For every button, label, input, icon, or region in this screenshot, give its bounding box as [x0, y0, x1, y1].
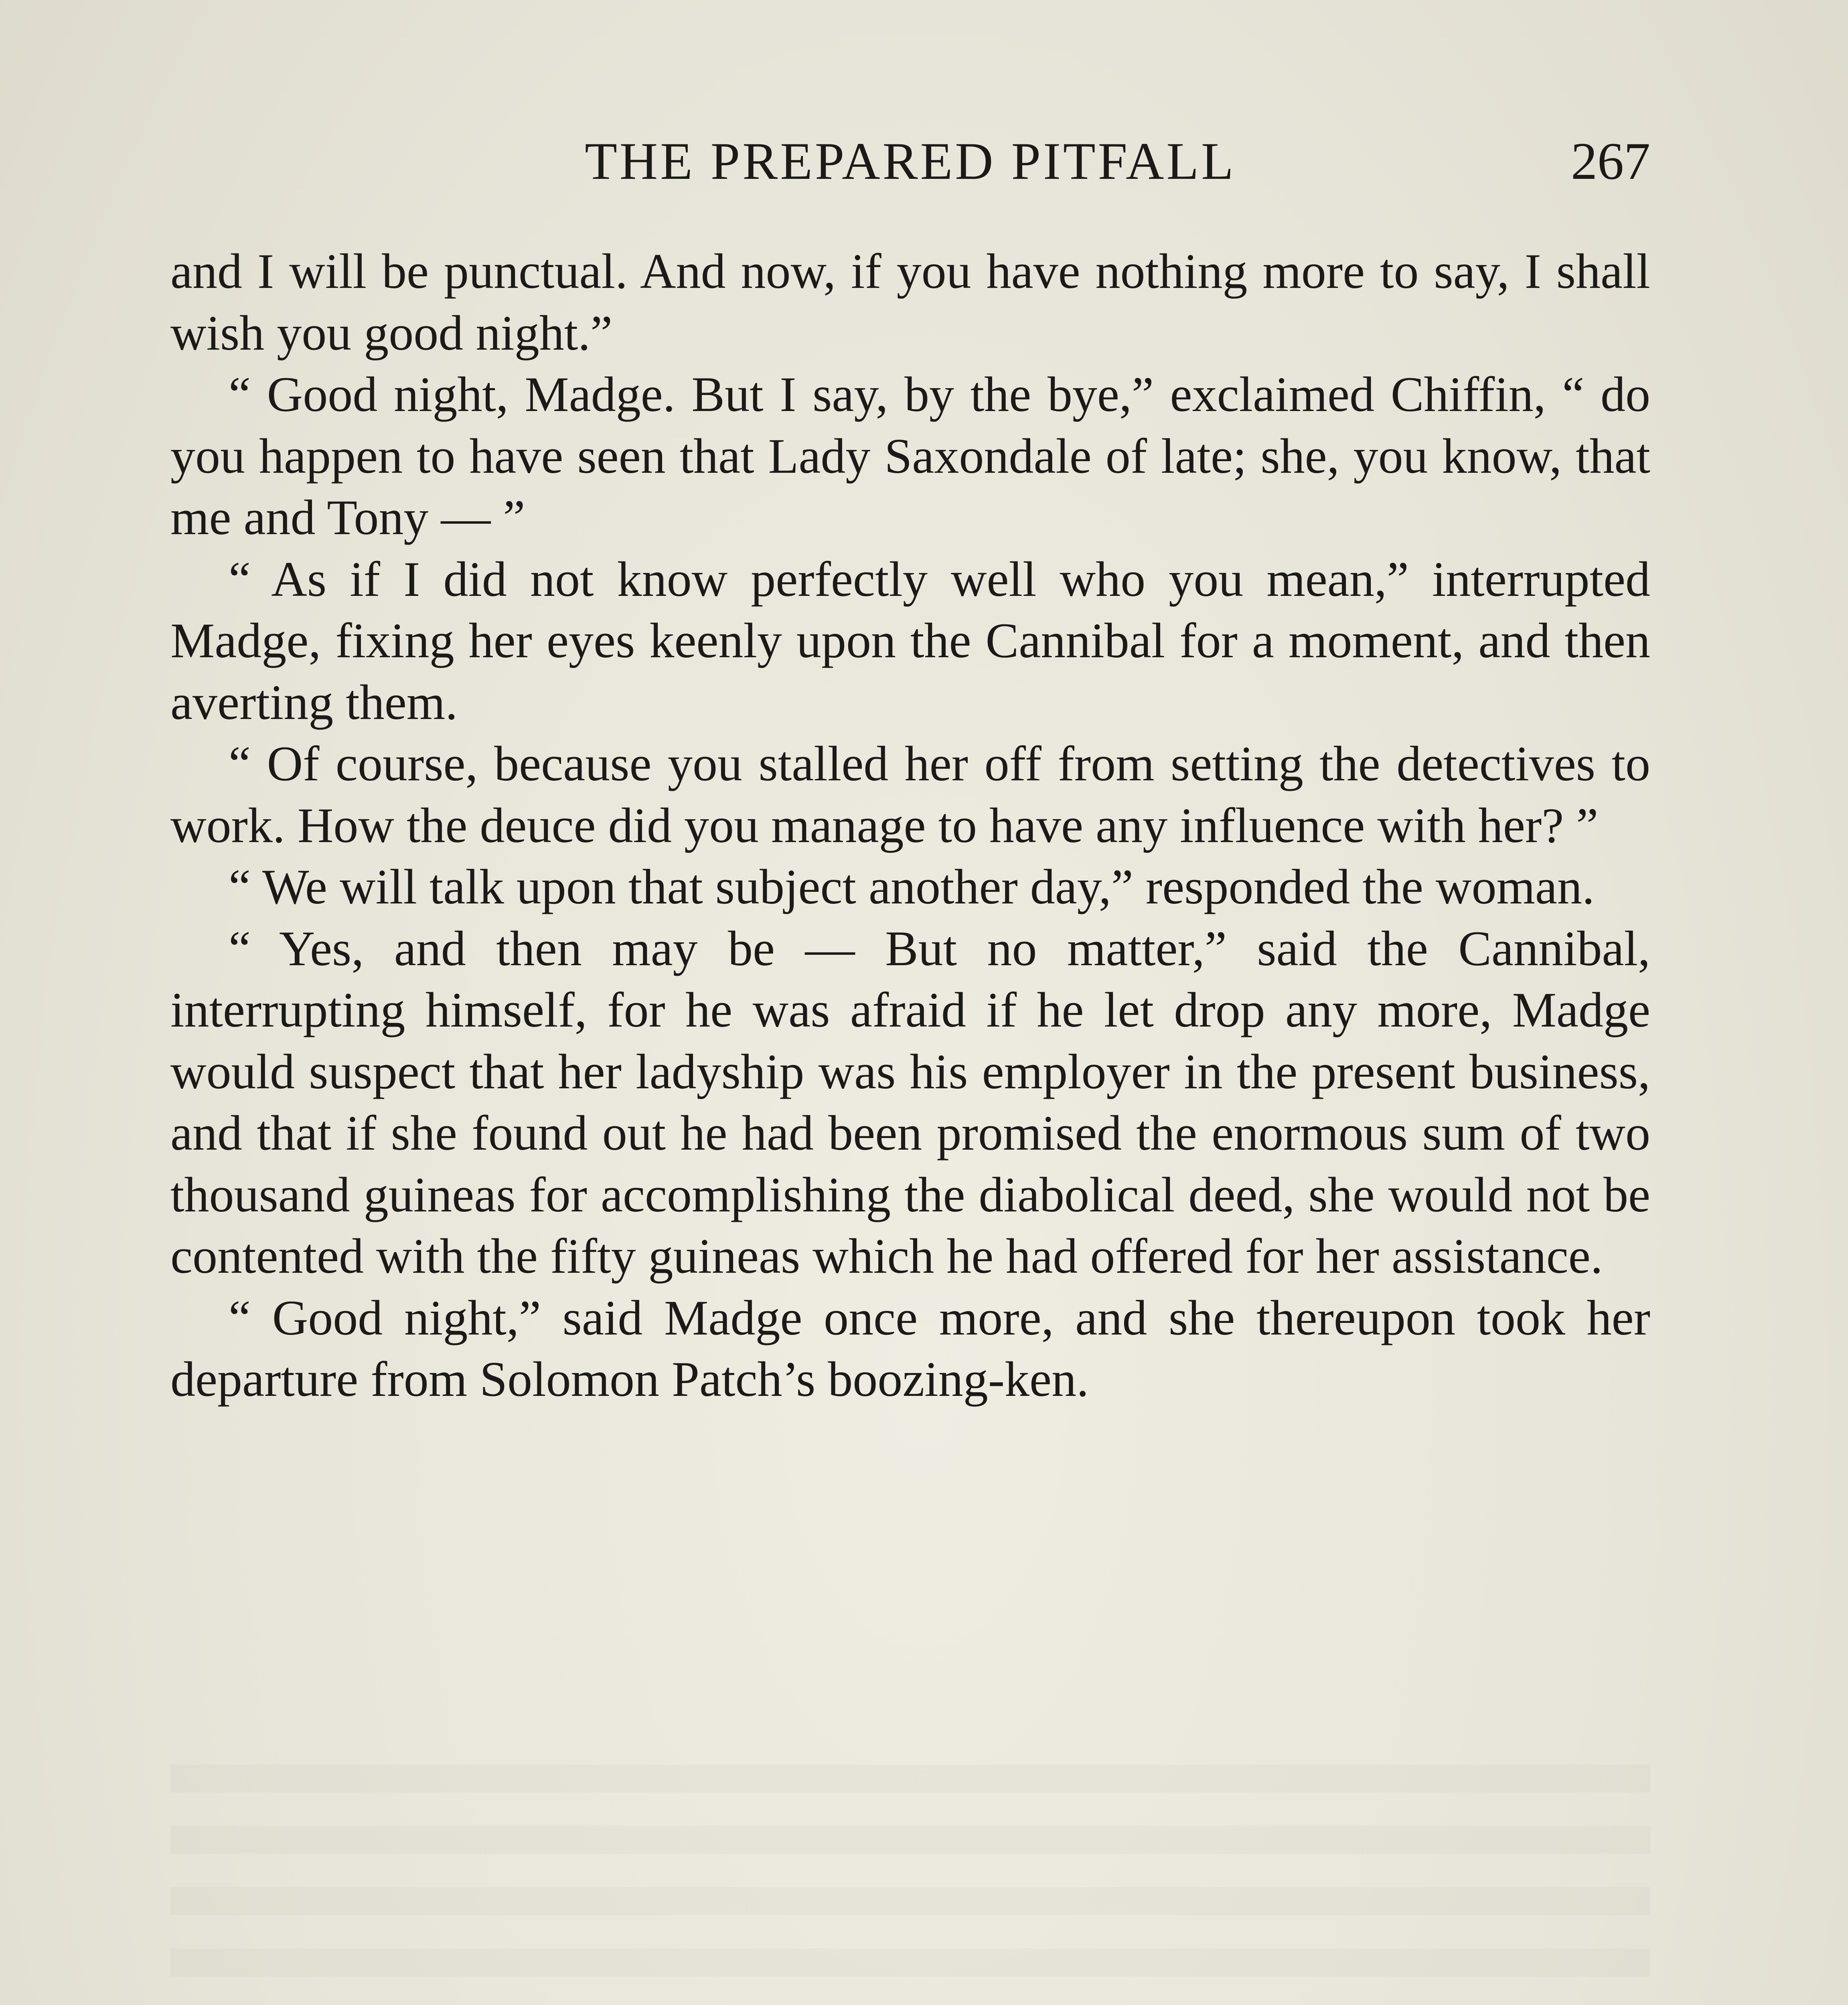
reverse-page-bleed-through: [170, 1764, 1650, 2005]
page-header: [170, 129, 1650, 193]
page-number: 267: [1571, 132, 1650, 190]
paragraph: “ Yes, and then may be — But no matter,” said the Cannibal, interrupting himself, for he was afraid if he let drop any more, Madge would suspect that her ladyship was his employer in the present business, and that if she found out he had been promised the enormous sum of two thousand guineas for accomplishing the diabolical deed, she would not be contented with the fifty guineas which he had offered for her assistance.: [170, 921, 1650, 1284]
paragraph: and I will be punctual. And now, if you have nothing more to say, I shall wish you good night.”: [170, 244, 1650, 360]
running-head: THE PREPARED PITFALL: [585, 132, 1236, 190]
body-text: [170, 241, 1650, 1410]
paragraph: “ Good night, Madge. But I say, by the bye,” exclaimed Chiffin, “ do you happen to have seen that Lady Saxondale of late; she, you know, that me and Tony — ”: [170, 367, 1650, 545]
paragraph: “ Of course, because you stalled her off from setting the detectives to work. How the deuce did you manage to have any influence with her? ”: [170, 736, 1650, 853]
paragraph: “ As if I did not know perfectly well who you mean,” interrupted Madge, fixing her eyes keenly upon the Cannibal for a moment, and then averting them.: [170, 551, 1650, 730]
paragraph: “ Good night,” said Madge once more, and she thereupon took her departure from Solomon Patch’s boozing-ken.: [170, 1290, 1650, 1407]
paragraph: “ We will talk upon that subject another day,” responded the woman.: [229, 859, 1595, 914]
